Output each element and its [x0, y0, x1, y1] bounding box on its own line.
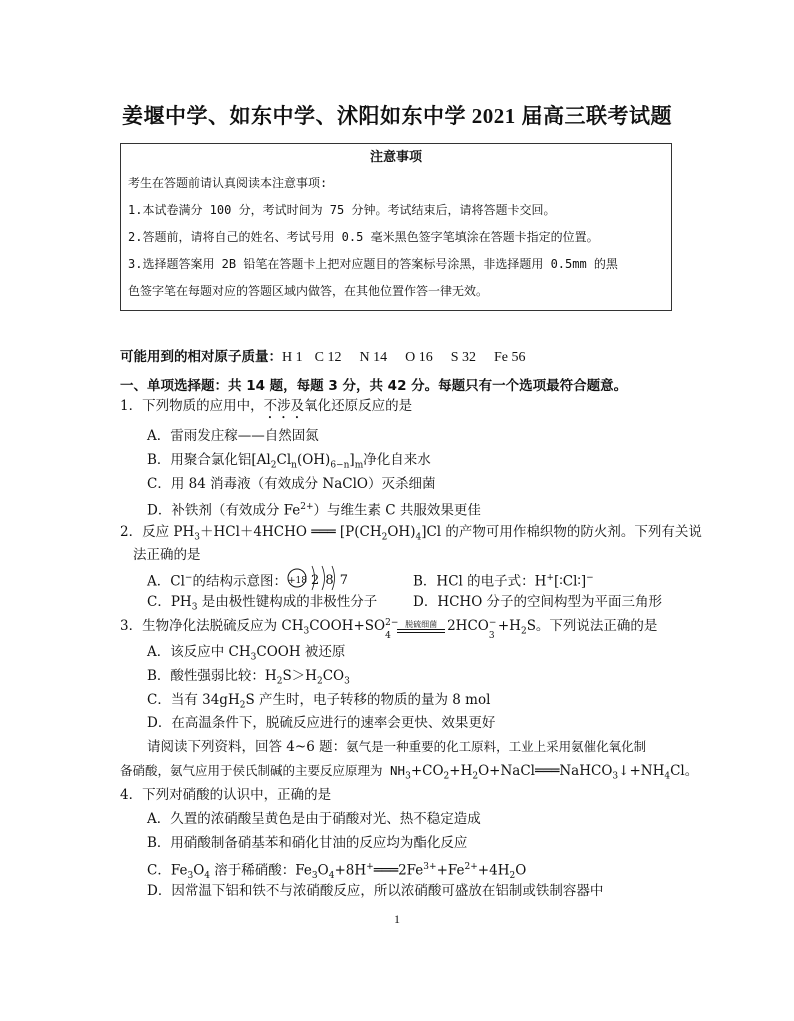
notice-box — [120, 143, 672, 311]
reading-material-cont: 备硝酸，氨气应用于侯氏制碱的主要反应原理为 $NH_3+CO_2+H_2O+NaCl═══NaHCO_3↓+NH_4Cl$。 — [120, 763, 699, 782]
reaction-condition: 脱硫细菌 — [397, 620, 445, 633]
reading-material: 请阅读下列资料，回答 4~6 题：氨气是一种重要的化工原料，工业上采用氨催化氧化制 — [147, 739, 647, 755]
q1-option-a: A．雷雨发庄稼——自然固氮 — [147, 428, 319, 444]
atomic-mass: N 14 — [359, 350, 388, 365]
q3-option-d: D．在高温条件下，脱硫反应进行的速率会更快、效果更好 — [147, 715, 496, 731]
q1-option-d: D．补铁剂（有效成分 $Fe^{2+}$）与维生素 C 共服效果更佳 — [147, 502, 481, 519]
question-2-stem-cont: 法正确的是 — [133, 547, 201, 563]
q4-option-c: C．$Fe_3O_4$ 溶于稀硝酸：$Fe_3O_4+8H^+═══2Fe^{3+}+Fe^{2+}+4H_2O$ — [147, 862, 527, 882]
q4-option-b: B．用硝酸制备硝基苯和硝化甘油的反应均为酯化反应 — [147, 835, 468, 851]
atomic-mass: C 12 — [314, 350, 342, 365]
exam-title: 姜堰中学、如东中学、沭阳如东中学 2021 届高三联考试题 — [122, 104, 672, 128]
notice-line: 考生在答题前请认真阅读本注意事项: — [128, 176, 328, 190]
notice-line: 2.答题前，请将自己的姓名、考试号用 0.5 毫米黑色签字笔填涂在答题卡指定的位置。 — [128, 230, 599, 244]
nucleus-charge: +18 — [287, 576, 307, 586]
atomic-mass: Fe 56 — [494, 350, 526, 365]
q2-option-d: D．HCHO 分子的空间构型为平面三角形 — [413, 594, 663, 610]
electron-shells: 2 8 7 — [310, 573, 350, 588]
notice-heading: 注意事项 — [369, 150, 422, 165]
q3-option-b: B．酸性强弱比较：$H_2S>H_2CO_3$ — [147, 668, 350, 687]
q1-option-c: C．用 84 消毒液（有效成分 NaClO）灭杀细菌 — [147, 476, 436, 492]
question-2-stem: 2．反应 $PH_3+HCl+4HCHO$ ═══ $[P(CH_2OH)_4]Cl$ 的产物可用作棉织物的防火剂。下列有关说 — [120, 524, 702, 543]
emphasis-text: 不涉及 — [263, 398, 305, 414]
question-4-stem: 4．下列对硝酸的认识中，正确的是 — [120, 787, 332, 803]
q4-option-d: D．因常温下铝和铁不与浓硝酸反应，所以浓硝酸可盛放在铝制或铁制容器中 — [147, 883, 604, 899]
atomic-masses — [120, 345, 526, 366]
q4-option-a: A．久置的浓硝酸呈黄色是由于硝酸对光、热不稳定造成 — [147, 811, 481, 827]
atomic-masses-label: 可能用到的相对原子质量： — [120, 349, 282, 365]
q3-option-a: A．该反应中 $CH_3COOH$ 被还原 — [147, 644, 346, 663]
q2-option-c: C．$PH_3$ 是由极性键构成的非极性分子 — [147, 594, 378, 613]
notice-line: 1.本试卷满分 100 分，考试时间为 75 分钟。考试结束后，请将答题卡交回。 — [128, 203, 556, 217]
notice-line: 色签字笔在每题对应的答题区域内做答，在其他位置作答一律无效。 — [128, 284, 489, 298]
q1-option-b: B．用聚合氯化铝$[Al_2Cl_n(OH)_{6-n}]_m$净化自来水 — [147, 452, 431, 471]
q2-option-a: A．Cl−的结构示意图： +18 2 8 7 — [147, 568, 349, 592]
atomic-mass: S 32 — [450, 350, 477, 365]
page-number: 1 — [394, 912, 400, 926]
question-3-stem: 3．生物净化法脱硫反应为 $CH_3COOH+SO$ 2− 4 脱硫细菌 2HCO − 3 $+H_2S$。下列说法正确的是 — [120, 617, 658, 641]
q3-option-c: C．当有 $34gH_2S$ 产生时，电子转移的物质的量为 8 mol — [147, 692, 491, 711]
section-heading: 一、单项选择题：共 14 题，每题 3 分，共 42 分。每题只有一个选项最符合题意。 — [120, 378, 628, 394]
question-1-stem: 1．下列物质的应用中，不涉及氧化还原反应的是 — [120, 398, 413, 414]
atom-structure-diagram — [287, 572, 349, 592]
atomic-mass: O 16 — [405, 350, 433, 365]
notice-line: 3.选择题答案用 2B 铅笔在答题卡上把对应题目的答案标号涂黑，非选择题用 0.5mm 的黑 — [128, 257, 618, 271]
q2-option-b: B．HCl 的电子式：H+[∶Cl∶]− — [413, 573, 594, 590]
atomic-mass: H 1 — [282, 350, 303, 365]
